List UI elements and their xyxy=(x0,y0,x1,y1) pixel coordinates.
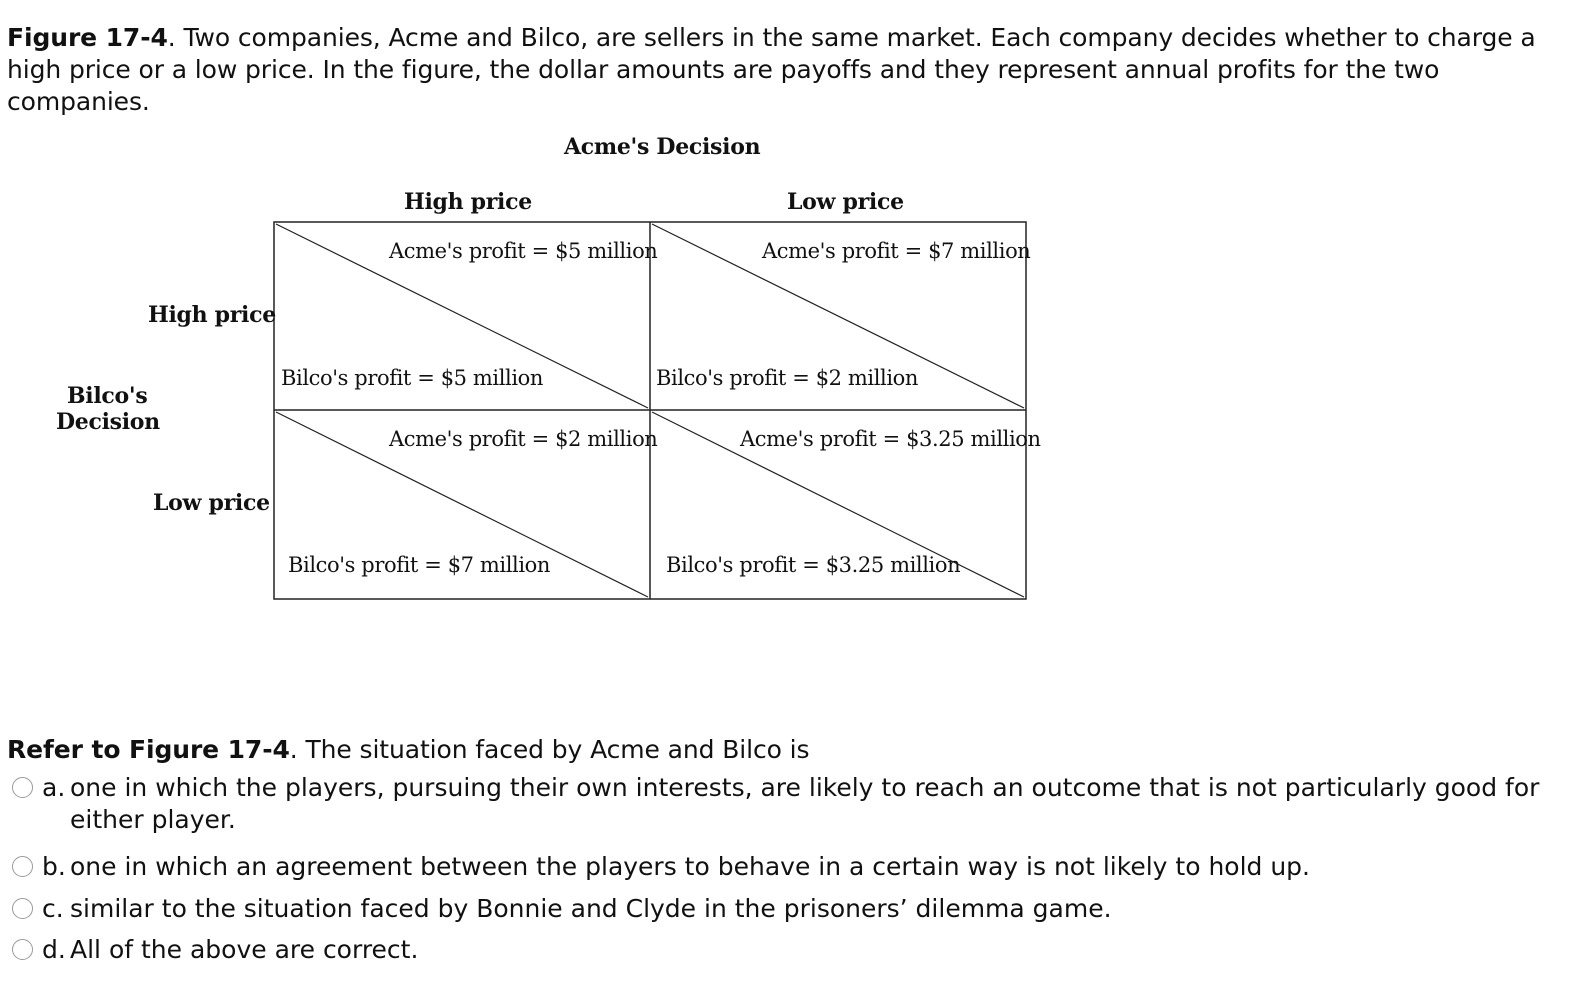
row-label-high-price: High price xyxy=(148,302,276,328)
payoff-acme-bilcolow-acmehigh: Acme's profit = $2 million xyxy=(389,427,658,451)
payoff-acme-high-high: Acme's profit = $5 million xyxy=(389,239,658,263)
column-label-low-price: Low price xyxy=(787,189,904,215)
answer-option-a[interactable] xyxy=(12,772,1560,836)
radio-button-c[interactable] xyxy=(12,898,33,919)
row-label-low-price: Low price xyxy=(153,490,270,516)
figure-reference: Figure 17-4 xyxy=(7,23,168,52)
option-text-d: All of the above are correct. xyxy=(70,935,419,964)
option-letter-b: b. xyxy=(42,852,66,881)
option-letter-c: c. xyxy=(42,894,64,923)
bilco-decision-title-line2: Decision xyxy=(56,409,160,435)
question-stem xyxy=(7,734,809,766)
option-text-b: one in which an agreement between the players to behave in a certain way is not likely to hold up. xyxy=(70,852,1311,881)
column-label-high-price: High price xyxy=(404,189,532,215)
radio-button-d[interactable] xyxy=(12,939,33,960)
option-letter-d: d. xyxy=(42,935,66,964)
caption-text: . Two companies, Acme and Bilco, are sellers in the same market. Each company decides whether to charge a high price or a low price. In the figure, the dollar amounts are payoffs and they represent annual profits for the two companies. xyxy=(7,23,1536,116)
radio-button-a[interactable] xyxy=(12,777,33,798)
payoff-acme-low-low: Acme's profit = $3.25 million xyxy=(740,427,1041,451)
payoff-bilco-high-high: Bilco's profit = $5 million xyxy=(281,366,544,390)
radio-button-b[interactable] xyxy=(12,856,33,877)
acme-decision-title: Acme's Decision xyxy=(564,134,761,160)
answer-option-b[interactable] xyxy=(12,851,1560,883)
payoff-bilco-low-low: Bilco's profit = $3.25 million xyxy=(666,553,961,577)
answer-option-c[interactable] xyxy=(12,893,1560,925)
bilco-decision-title-line1: Bilco's xyxy=(67,383,148,409)
payoff-bilco-bilcohigh-acmelow: Bilco's profit = $2 million xyxy=(656,366,919,390)
option-text-c: similar to the situation faced by Bonnie and Clyde in the prisoners’ dilemma game. xyxy=(70,894,1112,923)
answer-option-d[interactable] xyxy=(12,934,1560,966)
payoff-bilco-bilcolow-acmehigh: Bilco's profit = $7 million xyxy=(288,553,551,577)
payoff-acme-bilcohigh-acmelow: Acme's profit = $7 million xyxy=(762,239,1031,263)
option-letter-a: a. xyxy=(42,773,66,802)
option-text-a: one in which the players, pursuing their own interests, are likely to reach an outcome that is not particularly good for either player. xyxy=(70,773,1540,834)
question-figure-reference: Refer to Figure 17-4 xyxy=(7,735,290,764)
question-text: . The situation faced by Acme and Bilco is xyxy=(289,735,810,764)
